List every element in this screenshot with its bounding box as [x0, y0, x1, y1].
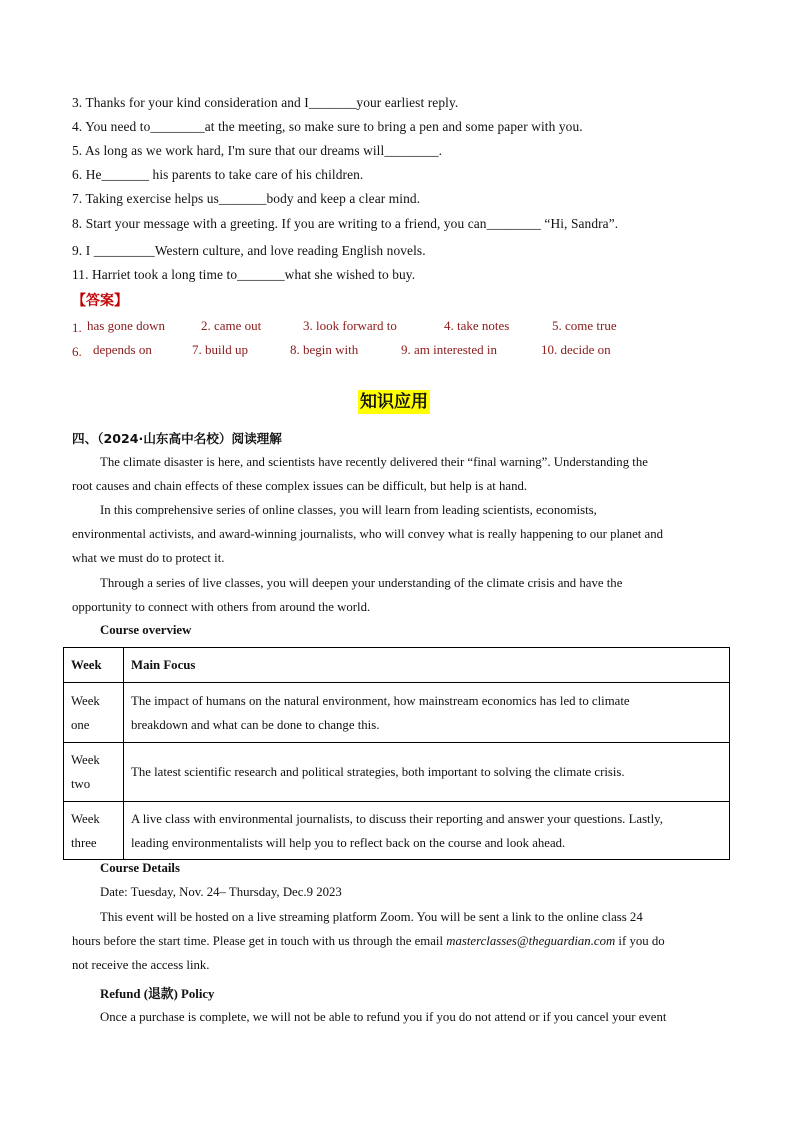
answer-3: 3. look forward to: [303, 318, 397, 333]
answer-1-number: 1.: [72, 320, 82, 335]
answer-9: 9. am interested in: [401, 342, 498, 357]
course-details-heading: Course Details: [100, 861, 180, 875]
answer-8: 8. begin with: [290, 342, 359, 357]
answer-heading: 【答案】: [72, 293, 128, 309]
paragraph-2: In this comprehensive series of online classes, you will learn from leading scientists, economists, environmental activists, and award-winning journalists, who will convey what is really happening to our planet and what we must do to protect it.: [72, 503, 664, 565]
course-overview-heading: Course overview: [100, 623, 192, 637]
question-5: 5. As long as we work hard, I'm sure that our dreams will________.: [72, 143, 443, 158]
refund-paragraph: Once a purchase is complete, we will not be able to refund you if you do not attend or if you cancel your event: [100, 1010, 667, 1024]
answer-2: 2. came out: [201, 318, 262, 333]
answer-5: 5. come true: [552, 318, 617, 333]
question-11: 11. Harriet took a long time to_______what she wished to buy.: [72, 267, 416, 282]
course-date: Date: Tuesday, Nov. 24– Thursday, Dec.9 2023: [100, 885, 342, 899]
week-cell: Week two: [64, 743, 124, 802]
header-week: Week: [64, 648, 124, 683]
question-4: 4. You need to________at the meeting, so make sure to bring a pen and some paper with you.: [72, 119, 583, 134]
week-cell: Week one: [64, 683, 124, 743]
paragraph-3: Through a series of live classes, you will deepen your understanding of the climate crisis and have the opportunity to connect with others from around the world.: [72, 576, 623, 614]
answer-1: has gone down: [87, 318, 165, 333]
answer-7: 7. build up: [192, 342, 248, 357]
table-row: [64, 683, 730, 743]
table-row: [64, 743, 730, 802]
refund-heading: Refund (退款) Policy: [100, 987, 215, 1001]
focus-cell: The impact of humans on the natural environment, how mainstream economics has led to climate breakdown and what can be done to change this.: [124, 683, 730, 743]
email-link[interactable]: masterclasses@theguardian.com: [446, 934, 616, 948]
question-6: 6. He_______ his parents to take care of his children.: [72, 167, 364, 182]
answer-6: depends on: [93, 342, 152, 357]
answer-6-number: 6.: [72, 344, 82, 359]
question-3: 3. Thanks for your kind consideration and I_______your earliest reply.: [72, 95, 459, 110]
source-line: 四、（2024·山东高中名校）阅读理解: [72, 431, 282, 446]
section-title: 知识应用: [360, 392, 428, 412]
question-7: 7. Taking exercise helps us_______body and keep a clear mind.: [72, 191, 421, 206]
question-8: 8. Start your message with a greeting. If you are writing to a friend, you can________ “Hi, Sandra”.: [72, 216, 619, 231]
course-details-paragraph: This event will be hosted on a live streaming platform Zoom. You will be sent a link to the online class 24 hours before the start time. Please get in touch with us through the email masterclasses@theguardian.com if you do not receive the access link.: [72, 910, 665, 972]
week-cell: Week three: [64, 802, 124, 860]
question-9: 9. I _________Western culture, and love reading English novels.: [72, 243, 426, 258]
header-main-focus: Main Focus: [124, 648, 730, 683]
course-overview-table: [63, 647, 730, 860]
table-row: [64, 802, 730, 860]
focus-cell: The latest scientific research and political strategies, both important to solving the climate crisis.: [124, 743, 730, 802]
answer-4: 4. take notes: [444, 318, 510, 333]
answer-10: 10. decide on: [541, 342, 611, 357]
table-header-row: [64, 648, 730, 683]
paragraph-1: The climate disaster is here, and scientists have recently delivered their “final warning”. Understanding the root causes and chain effects of these complex issues can be difficult, but help is at hand.: [72, 455, 648, 493]
focus-cell: A live class with environmental journalists, to discuss their reporting and answer your questions. Lastly, leading environmentalists will help you to reflect back on the course and look ahead.: [124, 802, 730, 860]
